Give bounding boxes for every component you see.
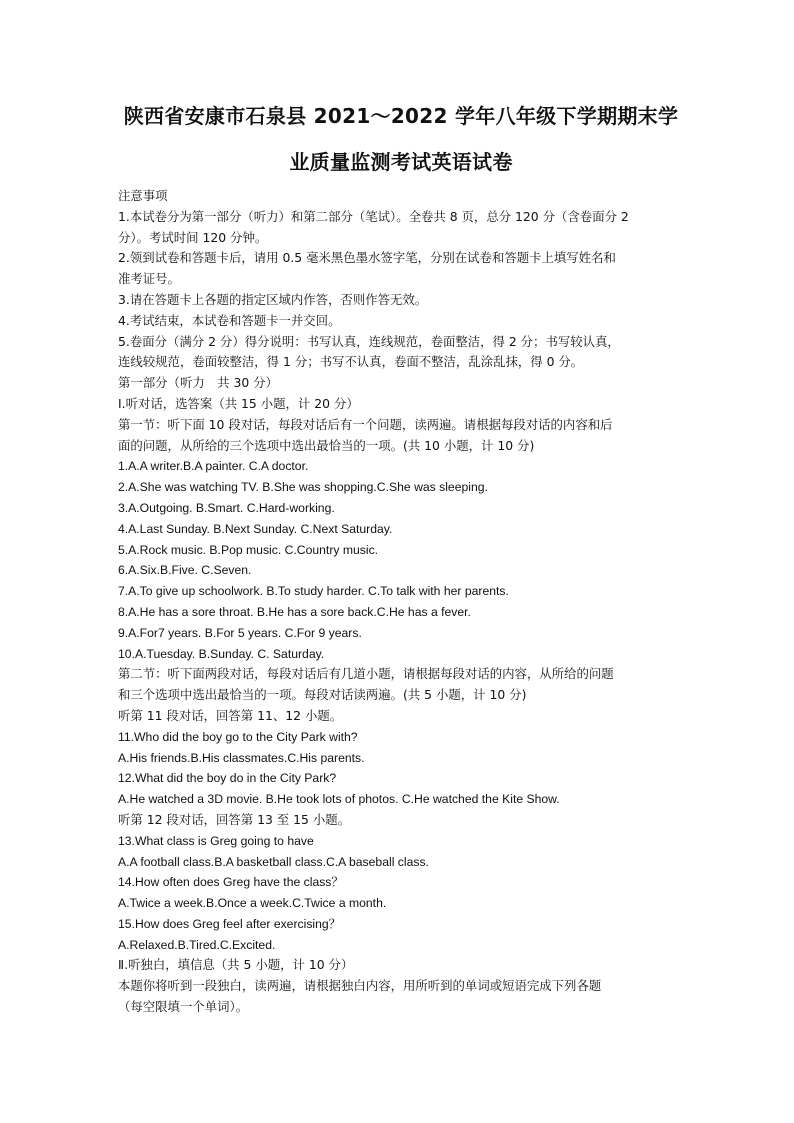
section-i-heading: Ⅰ.听对话，选答案（共 15 小题，计 20 分） xyxy=(118,395,359,411)
question-15: 15.How does Greg feel after exercising？ xyxy=(118,916,341,931)
question-2: 2.A.She was watching TV. B.She was shopping.C.She was sleeping. xyxy=(118,480,488,495)
section-1-instructions-line-2: 面的问题，从所给的三个选项中选出最恰当的一项。(共 10 小题，计 10 分) xyxy=(118,437,535,453)
part-one-heading: 第一部分（听力 共 30 分） xyxy=(118,375,278,391)
notice-item-5-line-2: 连线较规范，卷面较整洁，得 1 分；书写不认真，卷面不整洁，乱涂乱抹，得 0 分。 xyxy=(118,354,584,370)
question-11: 11.Who did the boy go to the City Park with? xyxy=(118,729,358,744)
section-ii-instructions-line-2: （每空限填一个单词）。 xyxy=(118,999,249,1015)
question-11-options: A.His friends.B.His classmates.C.His parents. xyxy=(118,750,365,765)
notice-item-4: 4.考试结束，本试卷和答题卡一并交回。 xyxy=(118,312,341,328)
document-title-line-2: 业质量监测考试英语试卷 xyxy=(289,150,513,174)
dialogue-12-prompt: 听第 12 段对话，回答第 13 至 15 小题。 xyxy=(118,811,351,827)
dialogue-11-prompt: 听第 11 段对话，回答第 11、12 小题。 xyxy=(118,707,343,723)
question-15-options: A.Relaxed.B.Tired.C.Excited. xyxy=(118,937,276,952)
notice-item-3: 3.请在答题卡上各题的指定区域内作答，否则作答无效。 xyxy=(118,291,428,307)
question-10: 10.A.Tuesday. B.Sunday. C. Saturday. xyxy=(118,646,325,661)
notice-item-1-line-1: 1.本试卷分为第一部分（听力）和第二部分（笔试）。全卷共 8 页，总分 120 分（含卷面分 2 xyxy=(118,208,629,224)
question-12: 12.What did the boy do in the City Park? xyxy=(118,771,337,786)
section-2-instructions-line-1: 第二节：听下面两段对话，每段对话后有几道小题，请根据每段对话的内容，从所给的问题 xyxy=(118,666,614,682)
question-4: 4.A.Last Sunday. B.Next Sunday. C.Next Saturday. xyxy=(118,521,393,536)
question-1: 1.A.A writer.B.A painter. C.A doctor. xyxy=(118,459,309,474)
section-1-instructions-line-1: 第一节：听下面 10 段对话，每段对话后有一个问题，读两遍。请根据每段对话的内容和后 xyxy=(118,416,613,432)
document-title-line-1: 陕西省安康市石泉县 2021～2022 学年八年级下学期期末学 xyxy=(123,104,679,128)
question-13: 13.What class is Greg going to have xyxy=(118,833,314,848)
notice-item-1-line-2: 分）。考试时间 120 分钟。 xyxy=(118,229,268,245)
notice-item-2-line-1: 2.领到试卷和答题卡后，请用 0.5 毫米黑色墨水签字笔，分别在试卷和答题卡上填写姓名和 xyxy=(118,250,616,266)
section-2-instructions-line-2: 和三个选项中选出最恰当的一项。每段对话读两遍。(共 5 小题，计 10 分) xyxy=(118,687,527,703)
question-14: 14.How often does Greg have the class？ xyxy=(118,875,344,890)
question-9: 9.A.For7 years. B.For 5 years. C.For 9 years. xyxy=(118,625,362,640)
section-ii-instructions-line-1: 本题你将听到一段独白，读两遍，请根据独白内容，用所听到的单词或短语完成下列各题 xyxy=(118,978,602,994)
question-3: 3.A.Outgoing. B.Smart. C.Hard-working. xyxy=(118,500,335,515)
notice-item-5-line-1: 5.卷面分（满分 2 分）得分说明：书写认真，连线规范，卷面整洁，得 2 分；书写较认真， xyxy=(118,333,620,349)
question-13-options: A.A football class.B.A basketball class.C.A baseball class. xyxy=(118,854,429,869)
question-12-options: A.He watched a 3D movie. B.He took lots of photos. C.He watched the Kite Show. xyxy=(118,792,560,807)
document-body xyxy=(118,186,684,1018)
question-14-options: A.Twice a week.B.Once a week.C.Twice a month. xyxy=(118,896,387,911)
question-7: 7.A.To give up schoolwork. B.To study harder. C.To talk with her parents. xyxy=(118,584,509,599)
question-8: 8.A.He has a sore throat. B.He has a sore back.C.He has a fever. xyxy=(118,604,471,619)
notice-item-2-line-2: 准考证号。 xyxy=(118,271,180,287)
notice-heading: 注意事项 xyxy=(118,188,168,203)
section-ii-heading: Ⅱ.听独白，填信息（共 5 小题，计 10 分） xyxy=(118,957,354,973)
question-5: 5.A.Rock music. B.Pop music. C.Country music. xyxy=(118,542,379,557)
question-6: 6.A.Six.B.Five. C.Seven. xyxy=(118,563,252,578)
